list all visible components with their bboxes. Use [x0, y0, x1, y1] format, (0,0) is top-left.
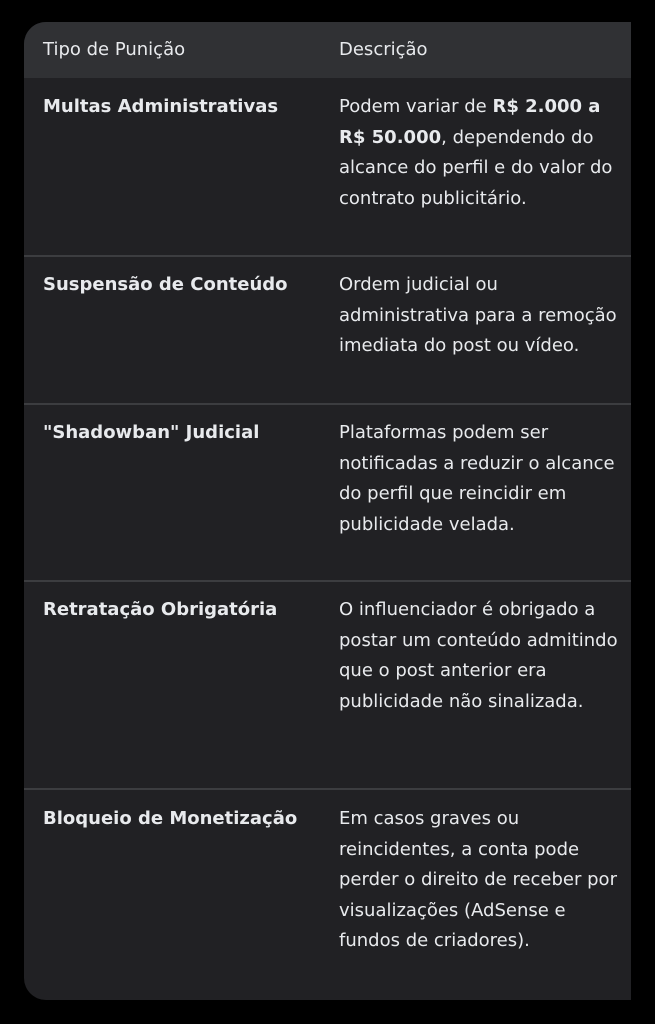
row-description-text: O influenciador é obrigado a postar um conteúdo admitindo que o post anterior era publicidade não sinalizada.	[339, 599, 618, 712]
row-type-label: Multas Administrativas	[43, 96, 279, 117]
header-description: Descrição	[339, 39, 428, 60]
table-row	[24, 582, 631, 788]
table-row	[24, 405, 631, 580]
row-type-label: "Shadowban" Judicial	[43, 422, 260, 443]
table-row	[24, 790, 631, 1000]
table-row	[24, 257, 631, 403]
row-description	[339, 92, 624, 214]
table-row	[24, 78, 631, 255]
row-description-text: Ordem judicial ou administrativa para a remoção imediata do post ou vídeo.	[339, 274, 617, 356]
row-description	[339, 270, 624, 362]
row-description-text: Plataformas podem ser notificadas a reduzir o alcance do perfil que reincidir em publicidade velada.	[339, 422, 615, 535]
row-description-text: Podem variar de	[339, 96, 493, 117]
row-type-label: Bloqueio de Monetização	[43, 808, 298, 829]
row-description-text: Em casos graves ou reincidentes, a conta pode perder o direito de receber por visualizações (AdSense e fundos de criadores).	[339, 808, 617, 951]
row-type-label: Retratação Obrigatória	[43, 599, 278, 620]
row-type-label: Suspensão de Conteúdo	[43, 274, 288, 295]
header-type: Tipo de Punição	[43, 39, 186, 60]
punishment-table	[24, 22, 631, 1000]
table-header	[24, 22, 631, 78]
row-description-bold: R$ 2.000 a R$ 50.000	[339, 96, 601, 148]
row-description	[339, 418, 624, 540]
row-description-text-end: , dependendo do alcance do perfil e do valor do contrato publicitário.	[339, 126, 613, 209]
row-description	[339, 804, 624, 957]
row-description	[339, 595, 624, 717]
